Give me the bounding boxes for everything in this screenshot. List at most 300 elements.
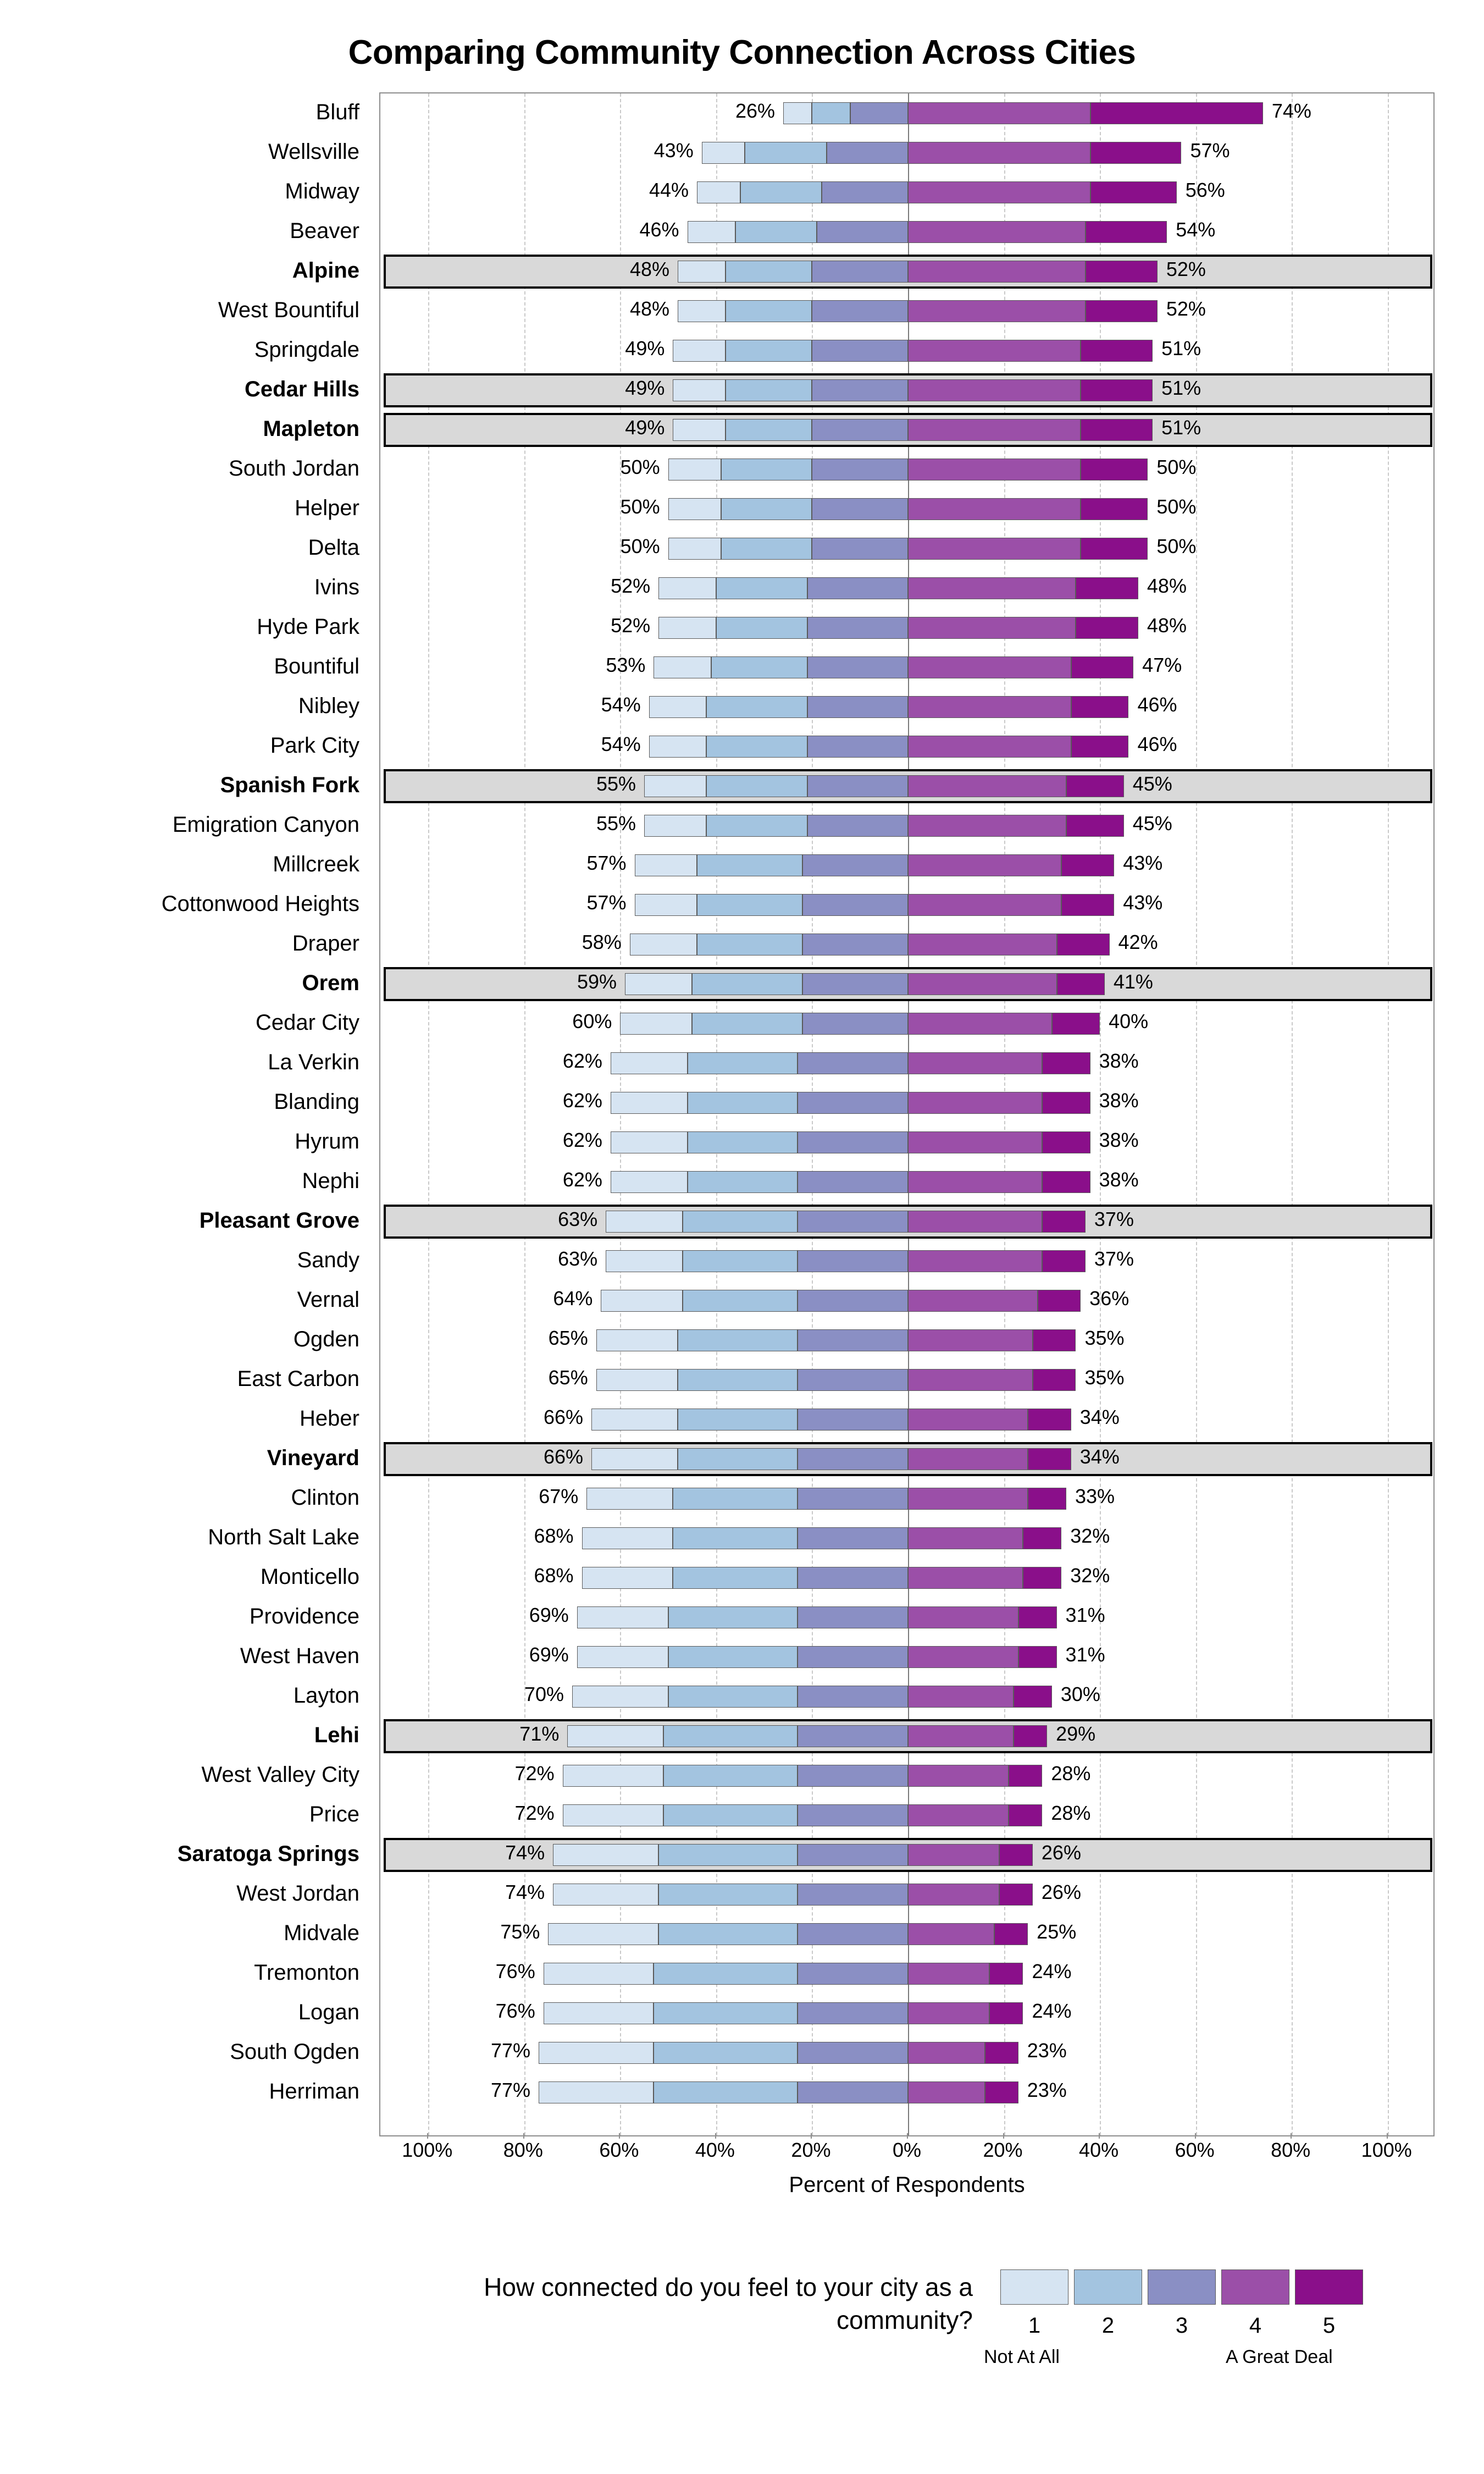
bar-segment-3 <box>817 221 908 243</box>
bar-segment-1 <box>644 775 706 797</box>
bar-label-right: 32% <box>1070 1525 1110 1547</box>
y-axis-label[interactable]: Vineyard <box>267 1446 359 1470</box>
bar-label-right: 35% <box>1084 1366 1125 1389</box>
y-axis-label[interactable]: Nibley <box>298 694 359 718</box>
bar-row[interactable] <box>380 608 1436 648</box>
bar-label-left: 66% <box>543 1406 583 1428</box>
stacked-bar <box>380 1960 1436 1985</box>
bar-segment-2 <box>735 221 817 243</box>
bar-label-right: 52% <box>1166 258 1206 280</box>
bar-row[interactable] <box>380 1123 1436 1162</box>
bar-label-right: 51% <box>1161 337 1201 360</box>
bar-label-left: 48% <box>630 258 670 280</box>
bar-segment-5 <box>1033 1369 1076 1391</box>
bar-segment-2 <box>654 1963 798 1985</box>
x-tick-mark <box>523 2133 524 2139</box>
y-axis-label[interactable]: North Salt Lake <box>208 1525 359 1549</box>
bar-row[interactable] <box>380 1004 1436 1043</box>
bar-segment-3 <box>798 1329 908 1351</box>
y-axis-label[interactable]: Cottonwood Heights <box>161 892 359 916</box>
y-axis-label[interactable]: Spanish Fork <box>220 773 359 797</box>
x-tick-mark <box>427 2133 428 2139</box>
y-axis-label[interactable]: Clinton <box>291 1485 359 1510</box>
bar-segment-5 <box>1009 1765 1042 1787</box>
legend-swatch-4[interactable] <box>1221 2269 1289 2305</box>
bar-segment-3 <box>798 1765 908 1787</box>
bar-row[interactable] <box>380 1400 1436 1439</box>
bar-label-right: 50% <box>1156 535 1197 557</box>
bar-segment-2 <box>711 656 807 678</box>
bar-row[interactable] <box>380 1637 1436 1677</box>
y-axis-label[interactable]: Vernal <box>297 1288 359 1312</box>
bar-segment-3 <box>798 1804 908 1826</box>
bar-segment-5 <box>1071 736 1129 758</box>
bar-row[interactable] <box>380 371 1436 410</box>
bar-label-left: 63% <box>558 1208 598 1230</box>
x-axis-title: Percent of Respondents <box>789 2173 1025 2197</box>
bar-label-left: 49% <box>625 377 665 399</box>
bar-segment-3 <box>812 498 908 520</box>
bar-segment-2 <box>683 1290 798 1312</box>
bar-row[interactable] <box>380 489 1436 529</box>
bar-segment-2 <box>716 577 807 599</box>
bar-label-right: 47% <box>1142 654 1182 676</box>
y-axis-label[interactable]: West Valley City <box>201 1763 359 1787</box>
y-axis-label[interactable]: Ivins <box>314 575 359 599</box>
bar-segment-4 <box>908 1884 999 1906</box>
y-axis-label[interactable]: West Bountiful <box>218 298 359 322</box>
y-axis-label[interactable]: Heber <box>300 1406 359 1431</box>
bar-label-right: 34% <box>1079 1406 1120 1428</box>
bar-segment-1 <box>563 1804 663 1826</box>
bar-label-right: 28% <box>1051 1802 1091 1824</box>
bar-row[interactable] <box>380 1954 1436 1993</box>
y-axis-label[interactable]: Millcreek <box>273 852 359 876</box>
bar-segment-2 <box>668 1646 798 1668</box>
legend-swatch-5[interactable] <box>1295 2269 1363 2305</box>
bar-segment-3 <box>812 419 908 441</box>
bar-label-left: 44% <box>649 179 689 201</box>
bar-segment-1 <box>544 2002 654 2024</box>
bar-segment-5 <box>1018 1606 1057 1628</box>
bar-segment-1 <box>596 1369 678 1391</box>
y-axis-label[interactable]: Helper <box>295 496 359 520</box>
bar-segment-2 <box>726 300 812 322</box>
bar-segment-4 <box>908 2081 985 2103</box>
bar-segment-5 <box>1076 577 1138 599</box>
x-tick-label: 100% <box>1361 2139 1412 2161</box>
bar-label-right: 38% <box>1099 1168 1139 1191</box>
bar-segment-2 <box>683 1211 798 1233</box>
bar-label-left: 59% <box>577 970 617 993</box>
bar-row[interactable] <box>380 252 1436 291</box>
bar-row[interactable] <box>380 2033 1436 2073</box>
bar-segment-2 <box>721 459 812 481</box>
bar-label-right: 74% <box>1271 100 1311 122</box>
y-axis-label[interactable]: Midway <box>285 179 359 203</box>
bar-segment-4 <box>908 2042 985 2064</box>
bar-segment-2 <box>697 934 802 956</box>
bar-label-right: 57% <box>1190 139 1230 162</box>
bar-label-right: 38% <box>1099 1129 1139 1151</box>
y-axis-label[interactable]: Saratoga Springs <box>177 1842 359 1866</box>
bar-segment-1 <box>591 1448 678 1470</box>
legend-question: How connected do you feel to your city as a community? <box>484 2273 973 2334</box>
bar-label-left: 74% <box>505 1841 545 1864</box>
legend-swatch-1[interactable] <box>1000 2269 1068 2305</box>
y-axis-label[interactable]: East Carbon <box>237 1367 359 1391</box>
bar-row[interactable] <box>380 1677 1436 1716</box>
bar-segment-5 <box>1066 775 1124 797</box>
bar-row[interactable] <box>380 1043 1436 1083</box>
bar-segment-3 <box>802 894 908 916</box>
bar-segment-1 <box>635 894 697 916</box>
bar-row[interactable] <box>380 1281 1436 1321</box>
bar-label-right: 51% <box>1161 416 1201 439</box>
y-axis-label[interactable]: Springdale <box>254 338 359 362</box>
bar-row[interactable] <box>380 410 1436 450</box>
y-axis-label[interactable]: Delta <box>308 535 359 560</box>
y-axis-label[interactable]: Layton <box>293 1683 359 1708</box>
bar-row[interactable] <box>380 1321 1436 1360</box>
bar-label-left: 76% <box>495 2000 535 2022</box>
bar-label-right: 34% <box>1079 1445 1120 1468</box>
bar-segment-3 <box>798 1527 908 1549</box>
bar-segment-5 <box>1081 498 1148 520</box>
y-axis-label[interactable]: Herriman <box>269 2079 359 2103</box>
bar-segment-3 <box>807 736 908 758</box>
bar-segment-4 <box>908 1250 1042 1272</box>
bar-segment-1 <box>668 459 721 481</box>
legend-label-3: 3 <box>1175 2313 1188 2338</box>
bar-segment-5 <box>1042 1092 1090 1114</box>
bar-segment-3 <box>807 775 908 797</box>
legend-swatch-2[interactable] <box>1074 2269 1142 2305</box>
bar-segment-5 <box>985 2042 1018 2064</box>
y-axis-label[interactable]: Bluff <box>315 100 359 124</box>
bar-segment-3 <box>798 1963 908 1985</box>
bar-segment-1 <box>544 1963 654 1985</box>
bar-segment-4 <box>908 894 1061 916</box>
bar-row[interactable] <box>380 212 1436 252</box>
x-tick-label: 20% <box>791 2139 831 2161</box>
page-title: Comparing Community Connection Across Cities <box>348 34 1136 71</box>
bar-row[interactable] <box>380 846 1436 885</box>
bar-segment-2 <box>658 1884 798 1906</box>
bar-segment-4 <box>908 1448 1028 1470</box>
bar-segment-2 <box>726 340 812 362</box>
bar-segment-1 <box>606 1211 683 1233</box>
bar-segment-1 <box>658 617 716 639</box>
bar-segment-2 <box>692 1013 802 1035</box>
bar-segment-1 <box>606 1250 683 1272</box>
bar-segment-4 <box>908 1804 1009 1826</box>
bar-label-left: 64% <box>553 1287 593 1310</box>
x-tick-mark <box>715 2133 716 2139</box>
bar-segment-5 <box>1033 1329 1076 1351</box>
y-axis-label[interactable]: Pleasant Grove <box>199 1208 359 1233</box>
bar-segment-1 <box>620 1013 692 1035</box>
bar-label-right: 28% <box>1051 1762 1091 1785</box>
bar-segment-5 <box>1038 1290 1081 1312</box>
bar-row[interactable] <box>380 727 1436 766</box>
bar-segment-1 <box>697 181 740 203</box>
bar-row[interactable] <box>380 1914 1436 1954</box>
bar-label-right: 29% <box>1056 1722 1096 1745</box>
y-axis-label[interactable]: Monticello <box>260 1565 359 1589</box>
bar-segment-2 <box>706 736 807 758</box>
y-axis-label[interactable]: Price <box>309 1802 359 1826</box>
bar-label-left: 26% <box>735 100 776 122</box>
x-tick-label: 0% <box>892 2139 922 2161</box>
y-axis-label[interactable]: Mapleton <box>263 417 359 441</box>
bar-segment-4 <box>908 1963 989 1985</box>
bar-segment-1 <box>567 1725 663 1747</box>
bar-segment-1 <box>572 1686 668 1708</box>
bar-segment-2 <box>654 2081 798 2103</box>
x-tick-mark <box>1291 2133 1292 2139</box>
bar-row[interactable] <box>380 529 1436 568</box>
bar-segment-2 <box>673 1488 798 1510</box>
bar-segment-2 <box>692 973 802 995</box>
legend-swatches <box>984 2269 1385 2367</box>
bar-row[interactable] <box>380 687 1436 727</box>
bar-row[interactable] <box>380 568 1436 608</box>
bar-segment-2 <box>678 1369 798 1391</box>
bar-row[interactable] <box>380 1162 1436 1202</box>
bar-label-right: 31% <box>1065 1604 1105 1626</box>
bar-segment-5 <box>1090 181 1177 203</box>
bar-segment-4 <box>908 2002 989 2024</box>
y-axis-label[interactable]: Cedar Hills <box>245 377 359 401</box>
x-tick-label: 80% <box>503 2139 543 2161</box>
bar-segment-3 <box>798 1250 908 1272</box>
bar-row[interactable] <box>380 331 1436 371</box>
bar-row[interactable] <box>380 1875 1436 1914</box>
bar-segment-4 <box>908 142 1090 164</box>
bar-segment-5 <box>1009 1804 1042 1826</box>
bar-segment-2 <box>683 1250 798 1272</box>
bar-label-left: 57% <box>586 891 627 914</box>
bar-segment-4 <box>908 577 1076 599</box>
bar-segment-5 <box>1090 142 1182 164</box>
bar-row[interactable] <box>380 1360 1436 1400</box>
bar-row[interactable] <box>380 766 1436 806</box>
y-axis-label[interactable]: South Ogden <box>230 2040 359 2064</box>
bar-segment-5 <box>1057 934 1110 956</box>
y-axis-label[interactable]: Draper <box>292 931 359 956</box>
bar-row[interactable] <box>380 1558 1436 1598</box>
y-axis-label[interactable]: Orem <box>302 971 359 995</box>
bar-row[interactable] <box>380 1518 1436 1558</box>
bar-label-right: 31% <box>1065 1643 1105 1666</box>
bar-segment-5 <box>1081 459 1148 481</box>
bar-segment-2 <box>688 1171 798 1193</box>
bar-row[interactable] <box>380 1993 1436 2033</box>
bar-segment-3 <box>798 1131 908 1153</box>
x-tick-mark <box>1195 2133 1196 2139</box>
x-tick-label: 40% <box>695 2139 735 2161</box>
bar-label-left: 55% <box>596 772 636 795</box>
bar-row[interactable] <box>380 648 1436 687</box>
bar-label-left: 65% <box>548 1327 588 1349</box>
bar-segment-1 <box>688 221 735 243</box>
bar-row[interactable] <box>380 925 1436 964</box>
y-axis-label[interactable]: La Verkin <box>268 1050 359 1074</box>
bar-segment-4 <box>908 221 1086 243</box>
bar-segment-1 <box>611 1052 688 1074</box>
plot-area <box>379 92 1435 2136</box>
bar-row[interactable] <box>380 1479 1436 1518</box>
bar-segment-2 <box>706 815 807 837</box>
y-axis-label[interactable]: Wellsville <box>268 140 359 164</box>
bar-row[interactable] <box>380 173 1436 212</box>
bar-row[interactable] <box>380 291 1436 331</box>
y-axis-label[interactable]: West Jordan <box>236 1881 359 1906</box>
bar-label-left: 49% <box>625 416 665 439</box>
bar-segment-3 <box>798 1646 908 1668</box>
bar-row[interactable] <box>380 1083 1436 1123</box>
bar-segment-5 <box>1081 419 1153 441</box>
bar-row[interactable] <box>380 806 1436 846</box>
bar-label-right: 30% <box>1060 1683 1100 1705</box>
bar-segment-1 <box>654 656 711 678</box>
bar-segment-4 <box>908 1409 1028 1431</box>
bar-label-left: 69% <box>529 1604 569 1626</box>
bar-segment-1 <box>668 538 721 560</box>
y-axis-label[interactable]: Sandy <box>297 1248 359 1272</box>
bar-segment-4 <box>908 934 1057 956</box>
bar-segment-1 <box>591 1409 678 1431</box>
bar-segment-4 <box>908 775 1066 797</box>
bar-segment-3 <box>798 1409 908 1431</box>
y-axis-label[interactable]: Cedar City <box>256 1010 359 1035</box>
bar-segment-4 <box>908 1013 1052 1035</box>
bar-rows <box>380 93 1436 2138</box>
bar-row[interactable] <box>380 450 1436 489</box>
bar-segment-5 <box>1042 1250 1086 1272</box>
y-axis-label[interactable]: Logan <box>298 2000 359 2024</box>
bar-segment-2 <box>688 1052 798 1074</box>
y-axis-label[interactable]: Providence <box>249 1604 359 1628</box>
y-axis-label[interactable]: Beaver <box>290 219 359 243</box>
bar-segment-1 <box>649 736 707 758</box>
bar-label-right: 56% <box>1185 179 1225 201</box>
y-axis-label[interactable]: Nephi <box>302 1169 359 1193</box>
bar-segment-4 <box>908 815 1066 837</box>
y-axis-label[interactable]: Midvale <box>284 1921 359 1945</box>
bar-segment-3 <box>807 696 908 718</box>
y-axis-label[interactable]: Hyde Park <box>257 615 359 639</box>
bar-label-right: 26% <box>1041 1881 1081 1903</box>
legend-label-4: 4 <box>1249 2313 1262 2338</box>
bar-label-left: 50% <box>620 456 660 478</box>
bar-row[interactable] <box>380 964 1436 1004</box>
bar-segment-4 <box>908 340 1081 362</box>
bar-row[interactable] <box>380 1835 1436 1875</box>
bar-row[interactable] <box>380 1439 1436 1479</box>
bar-row[interactable] <box>380 1756 1436 1796</box>
bar-label-left: 69% <box>529 1643 569 1666</box>
bar-segment-1 <box>678 261 726 283</box>
x-tick-label: 60% <box>599 2139 639 2161</box>
bar-label-left: 68% <box>534 1525 574 1547</box>
bar-segment-2 <box>721 538 812 560</box>
y-axis-label[interactable]: South Jordan <box>229 456 359 481</box>
bar-row[interactable] <box>380 1716 1436 1756</box>
legend-low-anchor: Not At All <box>984 2346 1060 2367</box>
bar-segment-2 <box>663 1725 798 1747</box>
bar-segment-4 <box>908 656 1071 678</box>
bar-segment-3 <box>798 1884 908 1906</box>
bar-segment-3 <box>798 1725 908 1747</box>
bar-row[interactable] <box>380 1241 1436 1281</box>
bar-segment-4 <box>908 1211 1042 1233</box>
bar-segment-3 <box>798 1369 908 1391</box>
y-axis-label[interactable]: Park City <box>270 733 359 758</box>
x-tick-label: 40% <box>1079 2139 1119 2161</box>
y-axis-label[interactable]: Hyrum <box>295 1129 359 1153</box>
bar-row[interactable] <box>380 885 1436 925</box>
bar-label-right: 35% <box>1084 1327 1125 1349</box>
y-axis-label[interactable]: Ogden <box>293 1327 359 1351</box>
bar-row[interactable] <box>380 1598 1436 1637</box>
y-axis-label[interactable]: Bountiful <box>274 654 359 678</box>
y-axis-label[interactable]: West Haven <box>240 1644 359 1668</box>
bar-segment-4 <box>908 261 1086 283</box>
bar-segment-4 <box>908 1646 1018 1668</box>
bar-row[interactable] <box>380 133 1436 173</box>
bar-segment-4 <box>908 459 1081 481</box>
bar-label-right: 23% <box>1027 2039 1067 2062</box>
y-axis-label[interactable]: Tremonton <box>254 1961 359 1985</box>
y-axis-labels <box>0 92 369 2136</box>
bar-segment-4 <box>908 1369 1033 1391</box>
bar-label-right: 50% <box>1156 495 1197 518</box>
bar-label-right: 45% <box>1132 772 1172 795</box>
legend-high-anchor: A Great Deal <box>1226 2346 1333 2367</box>
bar-label-right: 46% <box>1137 693 1177 716</box>
bar-label-left: 54% <box>601 693 641 716</box>
bar-segment-2 <box>658 1923 798 1945</box>
bar-label-left: 52% <box>611 614 651 637</box>
bar-segment-4 <box>908 736 1071 758</box>
bar-row[interactable] <box>380 1202 1436 1241</box>
bar-segment-5 <box>1081 340 1153 362</box>
bar-segment-2 <box>678 1448 798 1470</box>
bar-label-right: 32% <box>1070 1564 1110 1587</box>
bar-label-left: 50% <box>620 495 660 518</box>
y-axis-label[interactable]: Lehi <box>314 1723 359 1747</box>
bar-label-right: 25% <box>1037 1920 1077 1943</box>
x-tick-mark <box>1003 2133 1004 2139</box>
bar-row[interactable] <box>380 93 1436 133</box>
bar-row[interactable] <box>380 2073 1436 2112</box>
bar-row[interactable] <box>380 1796 1436 1835</box>
bar-segment-5 <box>1028 1488 1066 1510</box>
bar-label-left: 43% <box>654 139 694 162</box>
bar-segment-3 <box>798 1052 908 1074</box>
bar-segment-4 <box>908 1923 994 1945</box>
y-axis-label[interactable]: Alpine <box>292 258 359 283</box>
y-axis-label[interactable]: Emigration Canyon <box>172 813 359 837</box>
legend-swatch-3[interactable] <box>1148 2269 1216 2305</box>
bar-segment-1 <box>611 1171 688 1193</box>
y-axis-label[interactable]: Blanding <box>274 1090 359 1114</box>
bar-segment-4 <box>908 1329 1033 1351</box>
x-tick-label: 80% <box>1271 2139 1311 2161</box>
bar-segment-5 <box>1028 1409 1071 1431</box>
